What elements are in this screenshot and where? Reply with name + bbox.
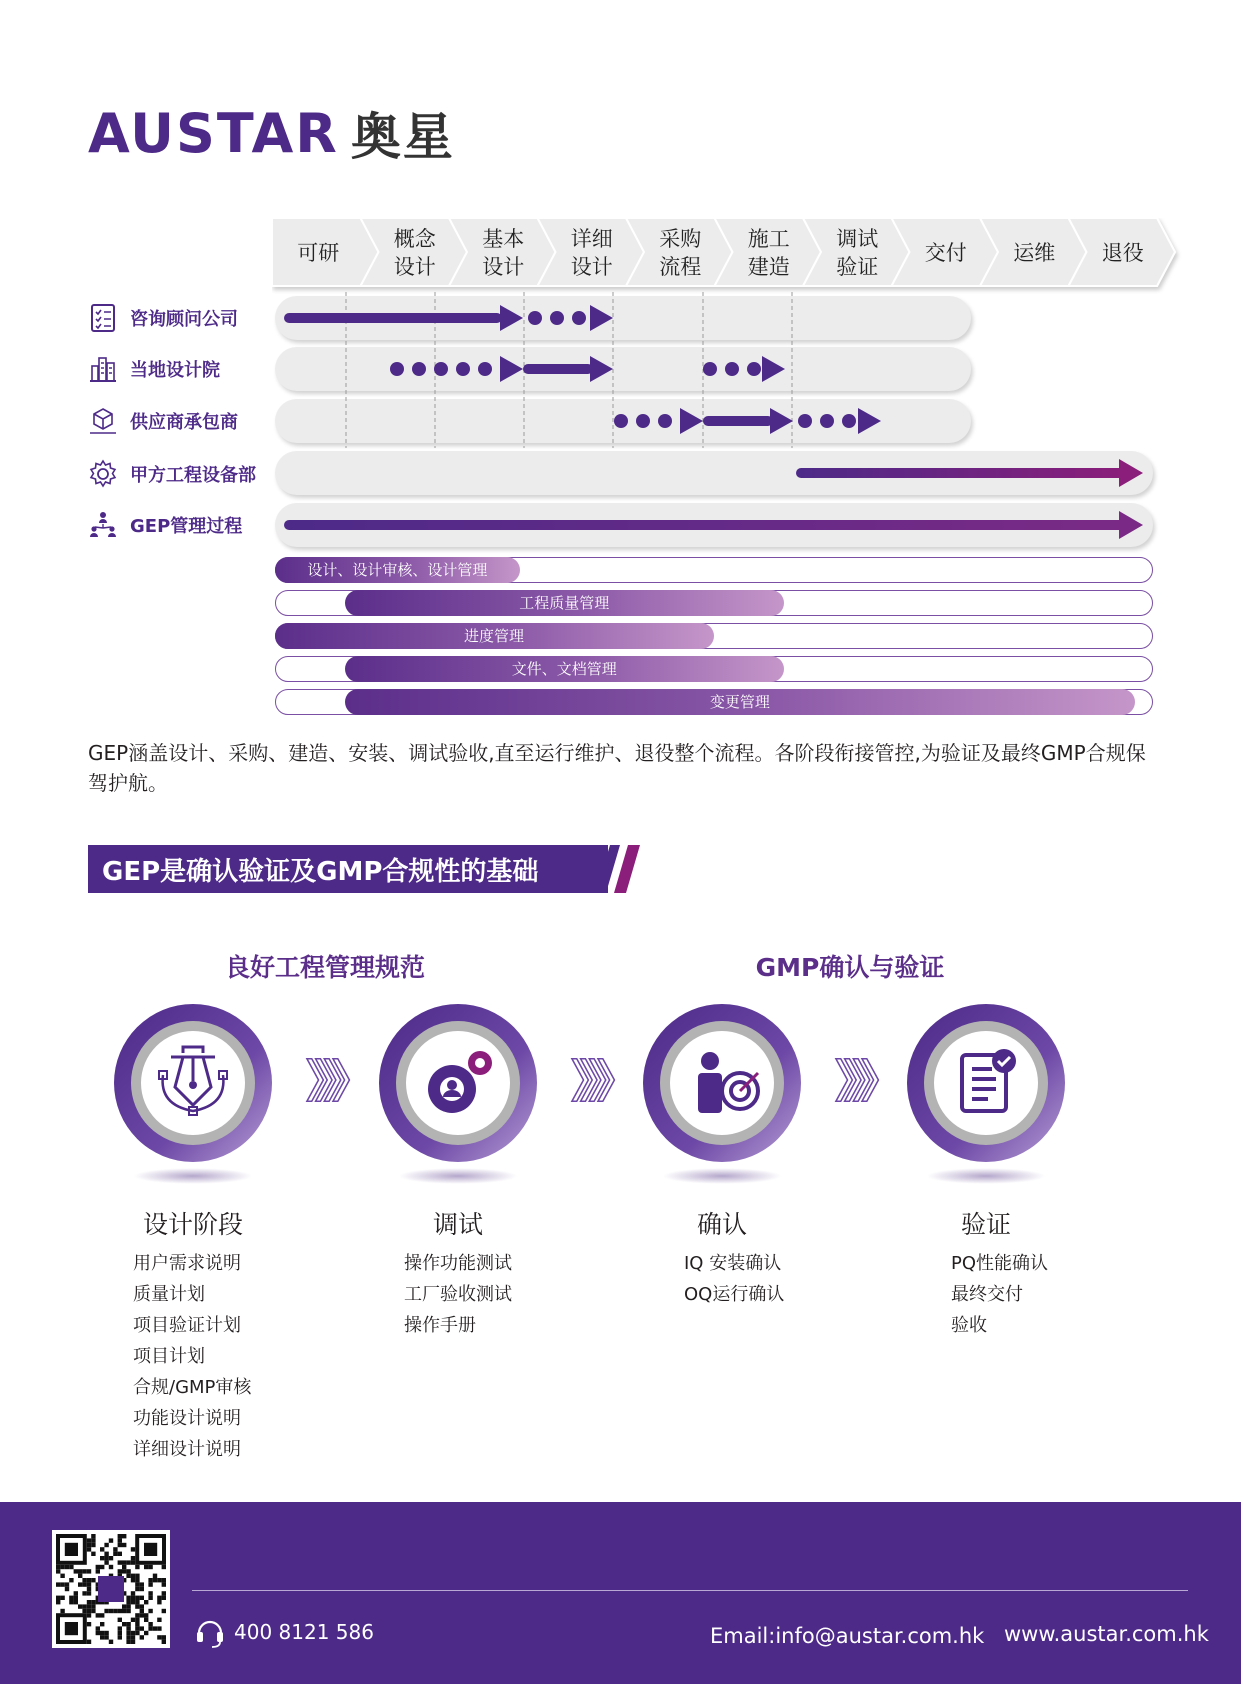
phase-label-line1: 施工: [747, 227, 790, 251]
stage-item-list: [951, 1248, 1048, 1341]
stage-title: 确认: [696, 1210, 747, 1239]
stage-item: 项目计划: [133, 1346, 205, 1367]
stage-item: 功能设计说明: [133, 1408, 241, 1429]
phone-number: 400 8121 586: [234, 1620, 374, 1644]
management-bar-fill: [275, 623, 714, 649]
phase-label-line2: 设计: [482, 255, 525, 279]
phase-label-line1: 运维: [1013, 241, 1056, 265]
stage-circle-shadow: [398, 1168, 518, 1184]
group-title-gep: 良好工程管理规范: [224, 953, 425, 982]
phase-label-line1: 退役: [1101, 241, 1144, 265]
stage-item: OQ运行确认: [684, 1284, 785, 1305]
stage-item: 操作功能测试: [404, 1253, 512, 1274]
logo-en: AUSTAR: [88, 101, 339, 165]
management-bar: [275, 623, 1153, 649]
stage-circle: [378, 1003, 538, 1163]
banner-stripes: [596, 845, 644, 895]
stage-circle: [906, 1003, 1066, 1163]
stage-item: 详细设计说明: [133, 1439, 241, 1460]
row-label-text: 甲方工程设备部: [130, 465, 256, 486]
management-bar-label: 进度管理: [463, 627, 524, 645]
arrow-owner-engineering: [796, 459, 1143, 487]
management-bar-label: 变更管理: [709, 693, 770, 711]
phase-label-line1: 详细: [570, 227, 613, 251]
management-bar-fill: [345, 590, 784, 616]
stage-circle-shadow: [133, 1168, 253, 1184]
group-title-gmp: GMP确认与验证: [755, 953, 945, 982]
stage-item: 验收: [951, 1315, 987, 1336]
section-banner: GEP是确认验证及GMP合规性的基础: [88, 845, 608, 893]
phase-label-line1: 基本: [482, 227, 525, 251]
arrow-gep-process: [284, 511, 1143, 539]
phase-label-line1: 交付: [924, 241, 967, 265]
stage-circle: [113, 1003, 273, 1163]
stage-item-list: [133, 1248, 251, 1465]
stage-item: 最终交付: [951, 1284, 1023, 1305]
phase-label-line2: 验证: [836, 255, 879, 279]
phase-label-line1: 概念: [393, 227, 436, 251]
stage-circle-shadow: [662, 1168, 782, 1184]
arrow-supplier: [614, 408, 881, 434]
arrow-design-institute: [390, 356, 785, 382]
phase-label-line2: 设计: [570, 255, 613, 279]
stage-item: IQ 安装确认: [684, 1253, 782, 1274]
stage-item: PQ性能确认: [951, 1253, 1049, 1274]
row-label-text: 供应商承包商: [130, 412, 238, 433]
qr-code[interactable]: [52, 1530, 170, 1648]
stage-circle: [642, 1003, 802, 1163]
phase-label-line1: 可研: [297, 241, 340, 265]
chevrons-icon: [570, 1057, 626, 1107]
stage-item-list: [404, 1248, 512, 1341]
chevrons-icon: [305, 1057, 361, 1107]
phase-label-line1: 采购: [659, 227, 702, 251]
arrow-consultant: [284, 305, 613, 331]
footer: [0, 1502, 1241, 1684]
stage-item: 项目验证计划: [133, 1315, 241, 1336]
stage-title: 调试: [432, 1210, 483, 1239]
management-bar-label: 设计、设计审核、设计管理: [307, 561, 488, 579]
management-bar: [275, 656, 1153, 682]
logo-cn: 奥星: [350, 108, 455, 166]
headset-icon: [196, 1615, 224, 1649]
gantt-overlay: [0, 0, 1241, 560]
row-label-text: 当地设计院: [130, 360, 220, 381]
row-label-text: 咨询顾问公司: [130, 309, 238, 330]
phase-label-line2: 流程: [659, 255, 702, 279]
description-text: GEP涵盖设计、采购、建造、安装、调试验收,直至运行维护、退役整个流程。各阶段衔接管控,为验证及最终GMP合规保驾护航。: [88, 741, 1146, 795]
email-link[interactable]: Email:info@austar.com.hk: [710, 1624, 985, 1648]
phone[interactable]: [196, 1615, 374, 1649]
chevrons-icon: [834, 1057, 890, 1107]
management-bar-fill: [345, 689, 1135, 715]
stage-circle-shadow: [926, 1168, 1046, 1184]
stage-item: 合规/GMP审核: [133, 1377, 252, 1398]
management-bar-fill: [275, 557, 521, 583]
phase-label-line2: 设计: [393, 255, 436, 279]
row-label-text: GEP管理过程: [130, 516, 243, 537]
phase-label-line2: 建造: [747, 255, 790, 279]
stage-item: 质量计划: [133, 1284, 205, 1305]
stage-item: 用户需求说明: [133, 1253, 241, 1274]
management-bar: [275, 689, 1153, 715]
management-bar: [275, 590, 1153, 616]
stage-item: 工厂验收测试: [404, 1284, 512, 1305]
website-link[interactable]: www.austar.com.hk: [1004, 1622, 1209, 1646]
management-bar: [275, 557, 1153, 583]
management-bar-label: 工程质量管理: [519, 594, 610, 612]
stage-item: 操作手册: [404, 1315, 476, 1336]
phase-label-line1: 调试: [836, 227, 879, 251]
footer-divider: [192, 1590, 1188, 1591]
stage-item-list: [684, 1248, 784, 1310]
management-bar-label: 文件、文档管理: [511, 660, 617, 678]
stage-title: 设计阶段: [142, 1210, 243, 1239]
management-bar-fill: [345, 656, 784, 682]
stage-title: 验证: [960, 1210, 1011, 1239]
